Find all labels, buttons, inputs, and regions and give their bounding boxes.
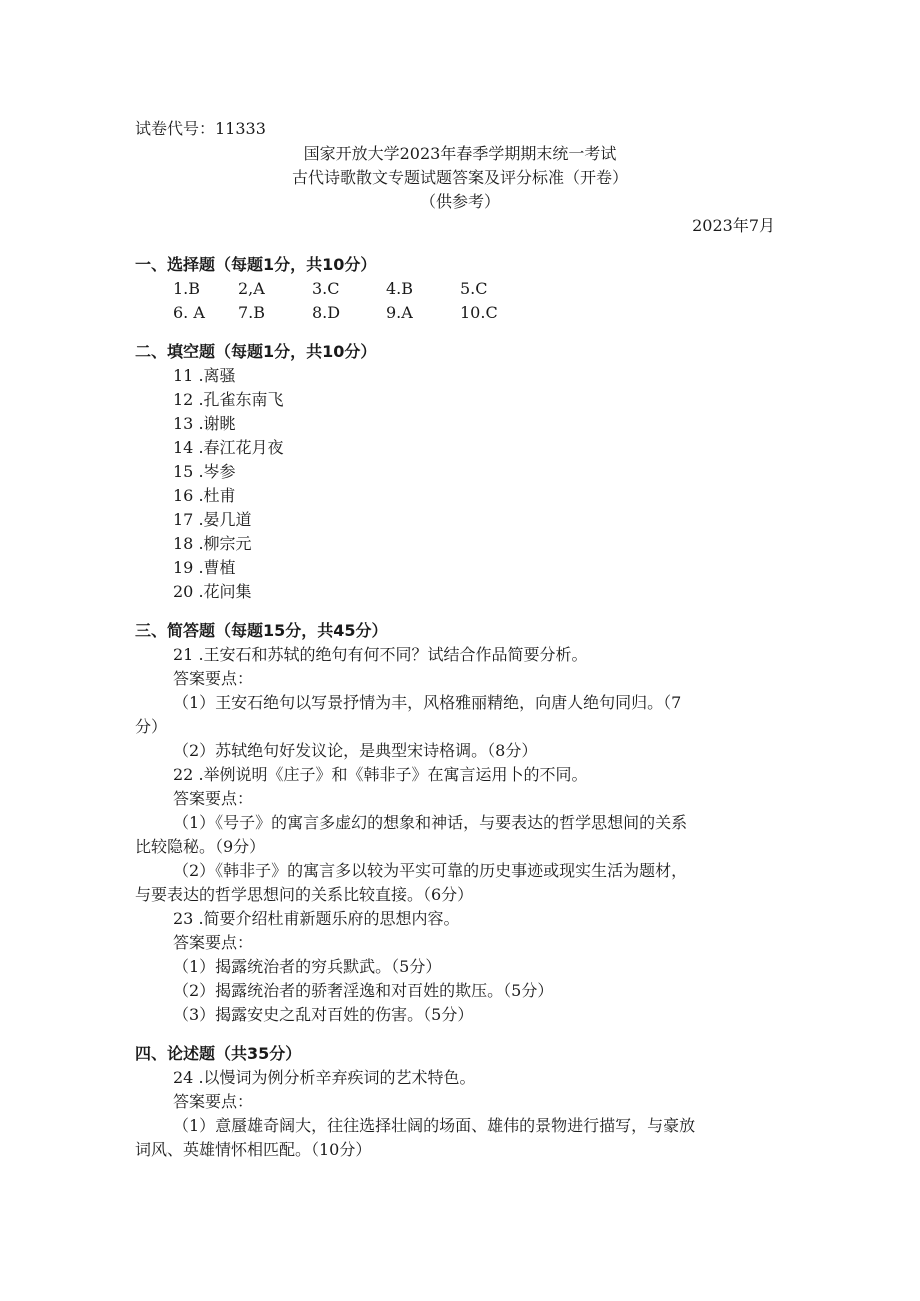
section1-heading: 一、选择题（每题1分，共10分） bbox=[135, 255, 377, 274]
question-24: 24 .以慢词为例分析辛弃疾词的艺术特色。 bbox=[173, 1068, 476, 1087]
section4-heading: 四、论述题（共35分） bbox=[135, 1044, 302, 1063]
fill-answer: 18 .柳宗元 bbox=[173, 534, 252, 553]
choice-answer: 8.D bbox=[312, 303, 341, 322]
fill-answer: 16 .杜甫 bbox=[173, 486, 236, 505]
answer-point: （2）苏轼绝句好发议论，是典型宋诗格调。（8分） bbox=[173, 741, 538, 760]
answer-key-label: 答案要点： bbox=[173, 933, 254, 952]
answer-key-label: 答案要点： bbox=[173, 669, 254, 688]
section2-heading: 二、填空题（每题1分，共10分） bbox=[135, 342, 377, 361]
answer-point-cont: 比较隐秘。（9分） bbox=[135, 837, 266, 856]
fill-answer: 20 .花问集 bbox=[173, 582, 252, 601]
fill-answer: 15 .岑参 bbox=[173, 462, 236, 481]
choice-answer: 4.B bbox=[386, 279, 414, 298]
fill-answer: 11 .离骚 bbox=[173, 366, 236, 385]
choice-answer: 7.B bbox=[238, 303, 266, 322]
answer-point: （3）揭露安史之乱对百姓的伤害。（5分） bbox=[173, 1005, 474, 1024]
fill-answer: 13 .谢眺 bbox=[173, 414, 236, 433]
answer-key-label: 答案要点： bbox=[173, 789, 254, 808]
answer-key-label: 答案要点： bbox=[173, 1092, 254, 1111]
exam-subtitle: 古代诗歌散文专题试题答案及评分标准（开卷） bbox=[291, 168, 628, 187]
exam-title: 国家开放大学2023年春季学期期末统一考试 bbox=[303, 144, 617, 163]
answer-point: （1）意蜃雄奇阔大，往往选择壮阔的场面、雄伟的景物进行描写，与豪放 bbox=[173, 1116, 696, 1135]
choice-answer: 2,A bbox=[238, 279, 265, 298]
answer-point-cont: 词风、英雄情怀相匹配。（10分） bbox=[135, 1140, 372, 1159]
choice-answer: 6. A bbox=[173, 303, 205, 322]
answer-point: （2）《韩非子》的寓言多以较为平实可靠的历史事迹或现实生活为题材， bbox=[173, 861, 688, 880]
fill-answer: 14 .春江花月夜 bbox=[173, 438, 284, 457]
reference-note: （供参考） bbox=[419, 192, 500, 211]
question-22: 22 .举例说明《庄子》和《韩非子》在寓言运用卜的不同。 bbox=[173, 765, 588, 784]
answer-point: （1）王安石绝句以写景抒情为丰，风格雅丽精绝，向唐人绝句同归。（7 bbox=[173, 693, 682, 712]
answer-point: （1）《号子》的寓言多虚幻的想象和神话，与要表达的哲学思想间的关系 bbox=[173, 813, 688, 832]
choice-answer: 1.B bbox=[173, 279, 201, 298]
section3-heading: 三、简答题（每题15分，共45分） bbox=[135, 621, 388, 640]
fill-answer: 19 .曹植 bbox=[173, 558, 236, 577]
answer-point: （2）揭露统治者的骄奢淫逸和对百姓的欺压。（5分） bbox=[173, 981, 554, 1000]
answer-point-cont: 分） bbox=[135, 717, 168, 736]
choice-answer: 9.A bbox=[386, 303, 413, 322]
choice-answer: 3.C bbox=[312, 279, 340, 298]
choice-answer: 10.C bbox=[460, 303, 498, 322]
fill-answer: 17 .晏几道 bbox=[173, 510, 252, 529]
paper-code: 试卷代号：11333 bbox=[135, 119, 266, 138]
answer-point-cont: 与要表达的哲学思想问的关系比较直接。（6分） bbox=[135, 885, 474, 904]
fill-answer: 12 .孔雀东南飞 bbox=[173, 390, 284, 409]
question-23: 23 .简要介绍杜甫新题乐府的思想内容。 bbox=[173, 909, 460, 928]
answer-point: （1）揭露统治者的穷兵默武。（5分） bbox=[173, 957, 442, 976]
question-21: 21 .王安石和苏轼的绝句有何不同？试结合作品简要分析。 bbox=[173, 645, 588, 664]
exam-date: 2023年7月 bbox=[692, 216, 775, 235]
choice-answer: 5.C bbox=[460, 279, 488, 298]
